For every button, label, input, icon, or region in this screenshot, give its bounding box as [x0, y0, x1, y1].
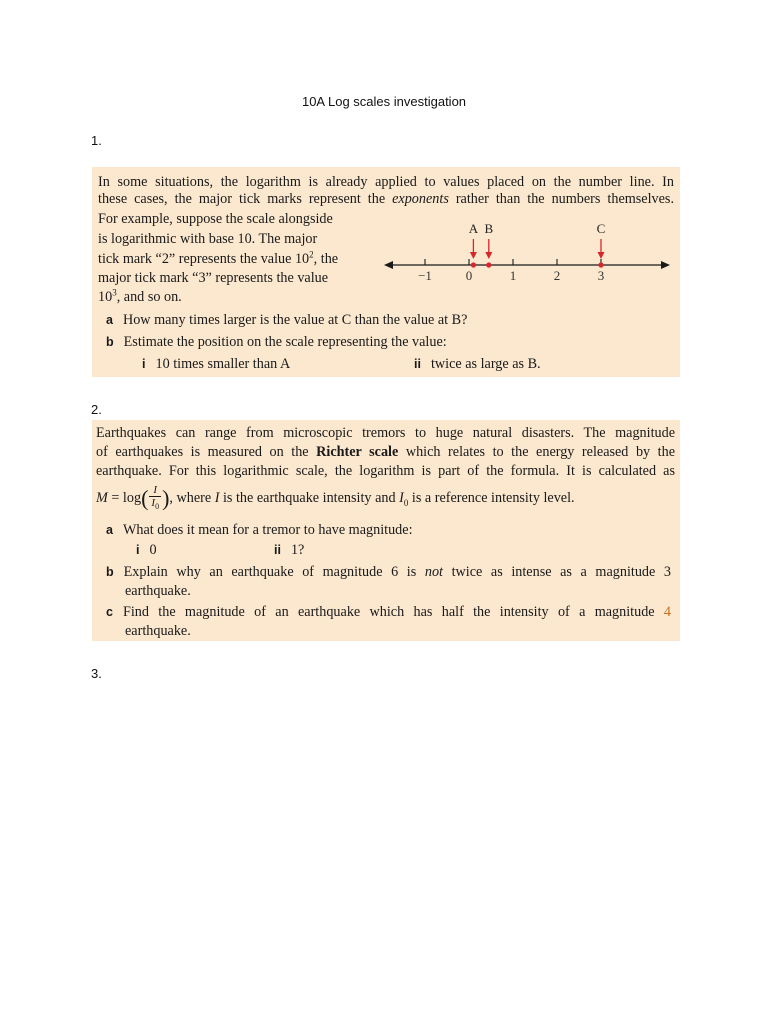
q1-intro-line-5: tick mark “2” represents the value $10^2$, the — [98, 249, 339, 267]
question-1-number: 1. — [91, 133, 102, 148]
point-arrow-head — [470, 252, 477, 259]
point-label: C — [596, 221, 606, 236]
page-title: 10A Log scales investigation — [301, 94, 467, 109]
question-2-box — [92, 420, 680, 641]
q1-intro-line-1: In some situations, the logarithm is already applied to values placed on the number line. In — [98, 174, 674, 190]
q1-part-a: a How many times larger is the value at C than the value at B? — [106, 312, 468, 328]
q2-part-c: c Find the magnitude of an earthquake which has half the intensity of a magnitude 4 — [106, 604, 671, 620]
point-dot — [486, 262, 491, 267]
point-arrow-head — [485, 252, 492, 259]
tick-label: 3 — [597, 268, 605, 283]
q1-intro-line-6: major tick mark “3” represents the value — [98, 270, 329, 286]
q2-part-a-label: a — [106, 523, 113, 537]
q2-formula-line: M = log( $\frac{I}{I_0}$ ), where I is the earthquake intensity and $I_0$ is a reference intensity level. — [96, 484, 575, 512]
q1-part-b-i: i 10 times smaller than A — [142, 356, 291, 372]
q1-part-a-label: a — [106, 313, 113, 327]
q2-part-a-ii: ii 1? — [274, 542, 305, 558]
number-line — [382, 219, 672, 293]
q1-part-b: b Estimate the position on the scale representing the value: — [106, 334, 447, 350]
point-label: B — [484, 221, 494, 236]
q2-part-b-line-2: earthquake. — [125, 583, 191, 599]
question-3-number: 3. — [91, 666, 102, 681]
q1-intro-line-3: For example, suppose the scale alongside — [98, 211, 333, 227]
q2-line-3: earthquake. For this logarithmic scale, the logarithm is part of the formula. It is calculated as — [96, 463, 675, 479]
point-dot — [598, 262, 603, 267]
number-line-right-arrow — [661, 261, 670, 269]
q1-part-b-ii: ii twice as large as B. — [414, 356, 541, 372]
q2-part-a-i: i 0 — [136, 542, 157, 558]
question-2-number: 2. — [91, 402, 102, 417]
tick-label: −1 — [418, 268, 432, 283]
q1-part-b-label: b — [106, 335, 114, 349]
q2-line-1: Earthquakes can range from microscopic tremors to huge natural disasters. The magnitude — [96, 425, 675, 441]
q1-intro-line-4: is logarithmic with base 10. The major — [98, 231, 318, 247]
tick-label: 1 — [509, 268, 517, 283]
question-1-box — [92, 167, 680, 377]
q2-part-a: a What does it mean for a tremor to have magnitude: — [106, 522, 413, 538]
tick-label: 0 — [465, 268, 473, 283]
q2-part-c-line-2: earthquake. — [125, 623, 191, 639]
q1-intro-line-2: these cases, the major tick marks represent the exponents rather than the numbers themselves. — [98, 191, 674, 207]
q2-part-b-label: b — [106, 565, 114, 579]
q2-line-2: of earthquakes is measured on the Richter scale which relates to the energy released by the — [96, 444, 675, 460]
q2-part-b: b Explain why an earthquake of magnitude 6 is not twice as intense as a magnitude 3 — [106, 564, 671, 580]
q2-formula-fraction: $\frac{I}{I_0}$ — [151, 484, 160, 512]
q2-part-c-label: c — [106, 605, 113, 619]
q1-intro-line-7: $10^3$, and so on. — [98, 287, 182, 305]
number-line-left-arrow — [384, 261, 393, 269]
tick-label: 2 — [553, 268, 561, 283]
point-arrow-head — [598, 252, 605, 259]
point-label: A — [468, 221, 479, 236]
point-dot — [471, 262, 476, 267]
